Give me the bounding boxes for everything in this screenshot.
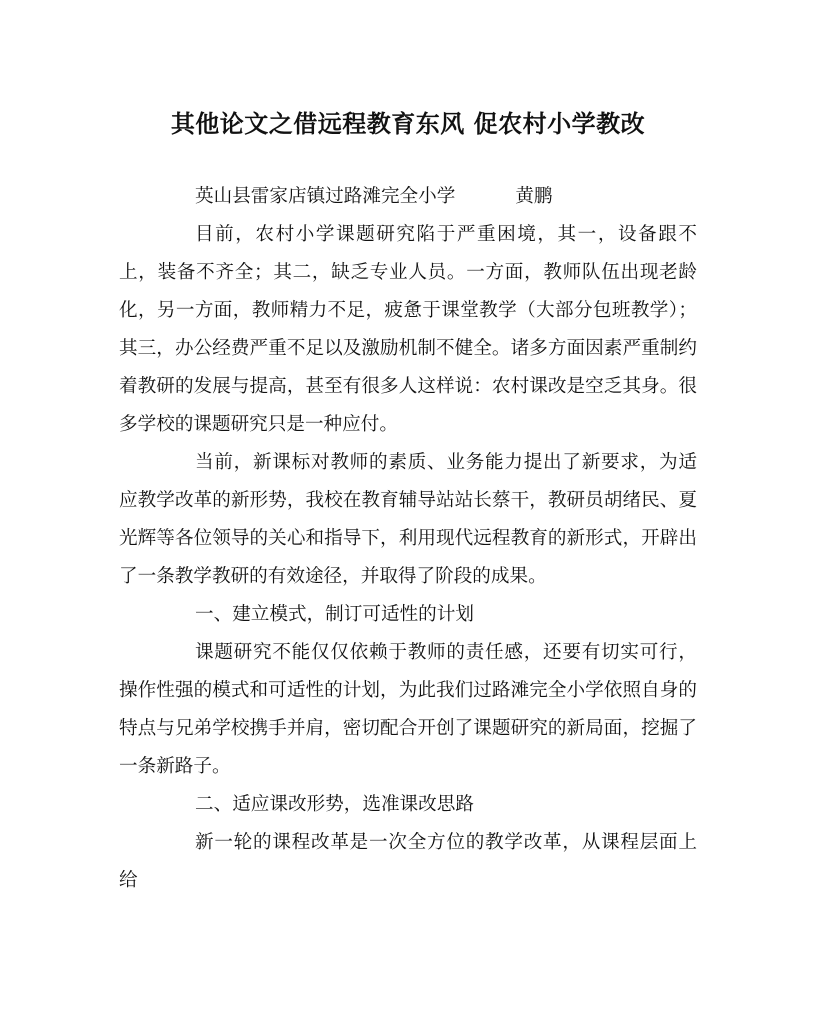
document-title: 其他论文之借远程教育东风 促农村小学教改 [170, 110, 646, 138]
paragraph: 课题研究不能仅仅依赖于教师的责任感，还要有切实可行，操作性强的模式和可适性的计划，为此我们过路滩完全小学依照自身的特点与兄弟学校携手并肩，密切配合开创了课题研究的新局面，挖掘了一条新路子。 [119, 642, 697, 777]
paragraph: 新一轮的课程改革是一次全方位的教学改革，从课程层面上给 [119, 832, 697, 891]
paragraph: 当前，新课标对教师的素质、业务能力提出了新要求，为适应教学改革的新形势，我校在教育辅导站站长蔡干，教研员胡绪民、夏光辉等各位领导的关心和指导下，利用现代远程教育的新形式，开辟出了一条教学教研的有效途径，并取得了阶段的成果。 [119, 452, 697, 587]
byline-author: 黄鹏 [515, 186, 553, 207]
byline [119, 178, 697, 216]
document-body [119, 178, 697, 900]
byline-school: 英山县雷家店镇过路滩完全小学 [195, 186, 456, 207]
section-heading: 一、建立模式，制订可适性的计划 [195, 604, 474, 625]
paragraph: 目前，农村小学课题研究陷于严重困境，其一，设备跟不上，装备不齐全；其二，缺乏专业人员。一方面，教师队伍出现老龄化，另一方面，教师精力不足，疲惫于课堂教学（大部分包班教学）；其三，办公经费严重不足以及激励机制不健全。诸多方面因素严重制约着教研的发展与提高，甚至有很多人这样说：农村课改是空乏其身。很多学校的课题研究只是一种应付。 [119, 224, 697, 435]
section-heading: 二、适应课改形势，选准课改思路 [195, 794, 474, 815]
